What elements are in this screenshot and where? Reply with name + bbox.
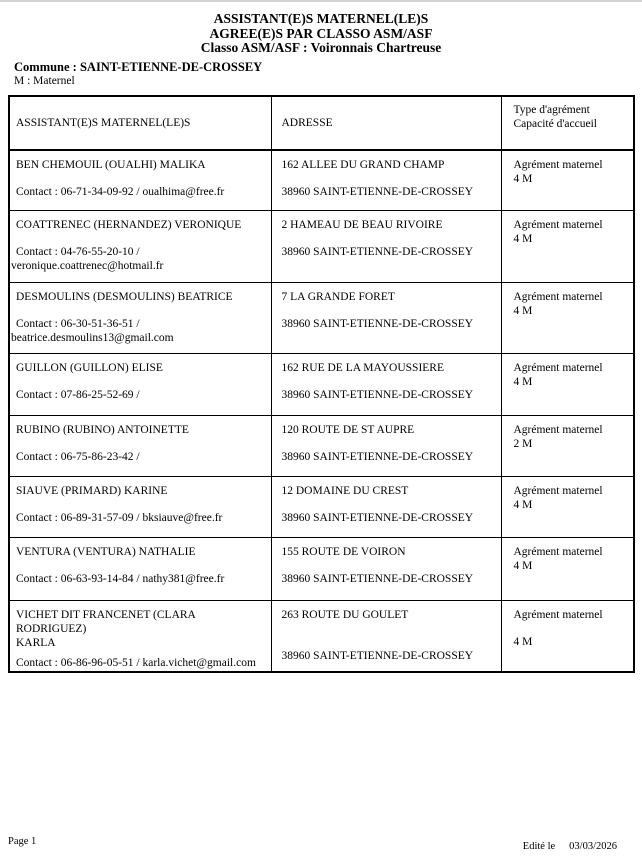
assistant-name-block [16,290,267,304]
agrement-type: Agrément maternel [513,546,603,558]
assistant-contact: Contact : 06-71-34-09-92 / oualhima@free.fr [16,185,225,198]
table-row [9,601,634,672]
address-cell [271,416,501,477]
assistant-cell [9,211,271,283]
agrement-type: Agrément maternel [513,158,603,171]
address-cell [271,283,501,354]
assistant-cell [9,283,271,354]
agrement-type: Agrément maternel [513,291,603,303]
column-header-adresse: ADRESSE [271,96,501,150]
assistant-name-block [16,218,267,232]
assistant-contact-block [16,572,267,586]
assistant-name-block [16,608,267,650]
assistant-contact-email: veronique.coattrenec@hotmail.fr [11,260,164,272]
assistant-contact-block [16,450,267,464]
address-street: 7 LA GRANDE FORET [281,291,395,303]
agrement-cell [501,283,634,354]
address-city: 38960 SAINT-ETIENNE-DE-CROSSEY [281,512,474,524]
table-row [9,538,634,601]
address-city: 38960 SAINT-ETIENNE-DE-CROSSEY [281,185,474,198]
agrement-cell [501,601,634,672]
agrement-type: Agrément maternel [513,609,603,621]
assistant-contact-block [16,656,267,670]
legend-label: M : Maternel [14,74,75,87]
agrement-capacity: 4 M [513,560,533,572]
address-street: 263 ROUTE DU GOULET [281,609,409,621]
assistants-table [8,95,635,673]
page-title [0,12,642,56]
address-city: 38960 SAINT-ETIENNE-DE-CROSSEY [281,318,474,330]
assistant-contact: Contact : 06-89-31-57-09 / bksiauve@free.fr [16,512,223,524]
address-street: 120 ROUTE DE ST AUPRE [281,424,415,436]
commune-label: Commune : SAINT-ETIENNE-DE-CROSSEY [14,59,263,74]
window-top-edge [0,0,642,2]
agrement-cell [501,416,634,477]
address-city: 38960 SAINT-ETIENNE-DE-CROSSEY [281,389,474,401]
agrement-capacity: 4 M [513,636,533,648]
address-street: 155 ROUTE DE VOIRON [281,546,406,558]
agrement-cell [501,538,634,601]
assistant-name-block [16,423,267,437]
assistant-contact: Contact : 06-63-93-14-84 / nathy381@free.fr [16,573,225,585]
assistant-name-block [16,361,267,375]
assistant-name: VENTURA (VENTURA) NATHALIE [16,546,196,558]
assistant-cell [9,601,271,672]
address-street: 2 HAMEAU DE BEAU RIVOIRE [281,219,443,231]
table-row [9,416,634,477]
agrement-type: Agrément maternel [513,219,603,231]
address-street: 162 RUE DE LA MAYOUSSIERE [281,362,445,374]
assistant-cell [9,416,271,477]
page-title-line3: Classo ASM/ASF : Voironnais Chartreuse [200,40,442,55]
assistant-cell [9,477,271,538]
edited-date-line [523,841,617,852]
agrement-capacity: 4 M [513,233,533,245]
edited-label: Edité le [522,841,556,852]
assistant-name-block [16,158,267,172]
assistant-cell [9,538,271,601]
table-row [9,283,634,354]
assistant-name: COATTRENEC (HERNANDEZ) VERONIQUE [16,219,242,231]
assistant-contact-block [16,511,267,525]
agrement-capacity: 4 M [513,172,533,185]
address-street: 162 ALLEE DU GRAND CHAMP [281,158,445,171]
address-cell [271,354,501,416]
address-cell [271,477,501,538]
assistant-name: RUBINO (RUBINO) ANTOINETTE [16,424,189,436]
table-row [9,354,634,416]
assistant-name: DESMOULINS (DESMOULINS) BEATRICE [16,291,233,303]
page-title-line2: AGREE(E)S PAR CLASSO ASM/ASF [209,25,433,41]
assistant-contact: Contact : 07-86-25-52-69 / [16,389,140,401]
address-city: 38960 SAINT-ETIENNE-DE-CROSSEY [281,246,474,258]
table-row [9,211,634,283]
address-city: 38960 SAINT-ETIENNE-DE-CROSSEY [281,573,474,585]
assistant-name: BEN CHEMOUIL (OUALHI) MALIKA [16,158,206,171]
agrement-capacity: 4 M [513,499,533,511]
address-cell [271,538,501,601]
page-number: Page 1 [8,836,37,847]
address-street: 12 DOMAINE DU CREST [281,485,409,497]
column-header-agrement-line2: Capacité d'accueil [513,117,597,130]
assistant-name-line2: KARLA [16,637,56,649]
column-header-agrement-line1: Type d'agrément [513,103,590,116]
assistant-contact-block [11,245,267,273]
column-header-agrement [501,96,634,150]
assistant-cell [9,150,271,211]
agrement-type: Agrément maternel [513,424,603,436]
table-row [9,477,634,538]
edited-date: 03/03/2026 [569,841,617,852]
agrement-cell [501,150,634,211]
assistant-name-block [16,484,267,498]
assistant-contact: Contact : 06-86-96-05-51 / karla.vichet@gmail.com [16,657,256,669]
assistant-name: GUILLON (GUILLON) ELISE [16,362,163,374]
agrement-capacity: 2 M [513,438,533,450]
assistant-contact-email: beatrice.desmoulins13@gmail.com [11,332,174,344]
table-body [9,150,634,672]
assistant-name: SIAUVE (PRIMARD) KARINE [16,485,168,497]
agrement-type: Agrément maternel [513,485,603,497]
assistant-name-block [16,545,267,559]
assistant-contact: Contact : 04-76-55-20-10 / [16,246,140,258]
address-cell [271,150,501,211]
assistant-contact-block [11,317,267,345]
assistant-contact: Contact : 06-75-86-23-42 / [16,451,140,463]
address-cell [271,601,501,672]
agrement-capacity: 4 M [513,305,533,317]
table-header-row [9,96,634,150]
table-row [9,150,634,211]
agrement-cell [501,211,634,283]
column-header-assistants: ASSISTANT(E)S MATERNEL(LE)S [9,96,271,150]
assistant-contact-block [16,185,267,199]
page-title-line1: ASSISTANT(E)S MATERNEL(LE)S [213,11,429,26]
agrement-type: Agrément maternel [513,362,603,374]
assistant-contact: Contact : 06-30-51-36-51 / [16,318,140,330]
assistant-name: VICHET DIT FRANCENET (CLARA RODRIGUEZ) [16,609,196,635]
agrement-capacity: 4 M [513,376,533,388]
assistant-cell [9,354,271,416]
assistant-contact-block [16,388,267,402]
address-city: 38960 SAINT-ETIENNE-DE-CROSSEY [281,650,474,662]
agrement-cell [501,477,634,538]
address-cell [271,211,501,283]
address-city: 38960 SAINT-ETIENNE-DE-CROSSEY [281,451,474,463]
agrement-cell [501,354,634,416]
